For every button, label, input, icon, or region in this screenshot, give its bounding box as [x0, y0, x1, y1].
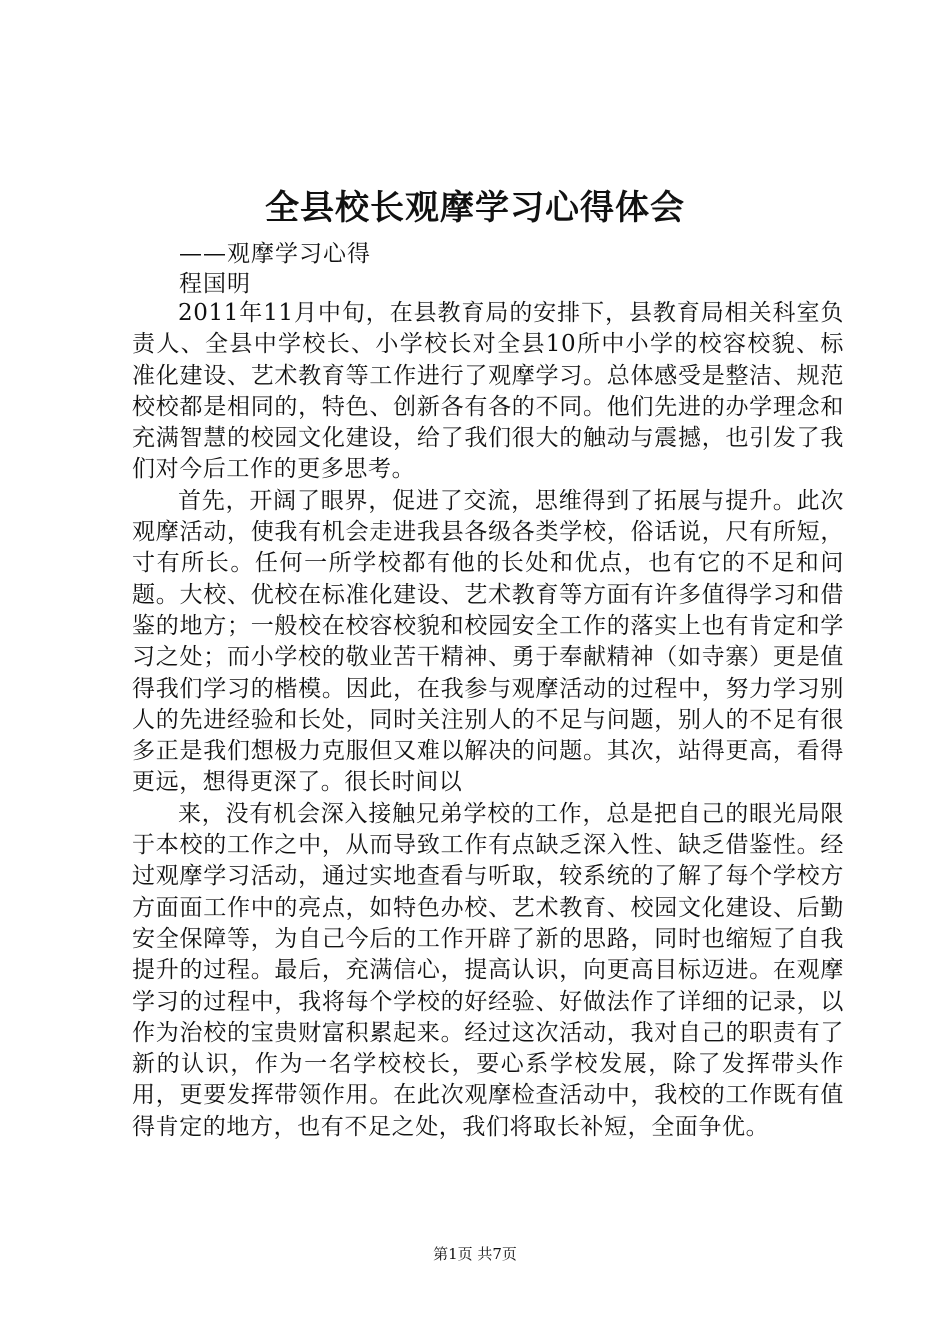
- document-subtitle: ——观摩学习心得: [179, 241, 371, 267]
- document-body: [132, 298, 844, 1143]
- document-author: 程国明: [179, 271, 251, 297]
- body-paragraph-3: 来，没有机会深入接触兄弟学校的工作，总是把自己的眼光局限于本校的工作之中，从而导致工作有点缺乏深入性、缺乏借鉴性。经过观摩学习活动，通过实地查看与听取，较系统的了解了每个学校方方面面工作中的亮点，如特色办校、艺术教育、校园文化建设、后勤安全保障等，为自己今后的工作开辟了新的思路，同时也缩短了自我提升的过程。最后，充满信心，提高认识，向更高目标迈进。在观摩学习的过程中，我将每个学校的好经验、好做法作了详细的记录，以作为治校的宝贵财富积累起来。经过这次活动，我对自己的职责有了新的认识，作为一名学校校长，要心系学校发展，除了发挥带头作用，更要发挥带领作用。在此次观摩检查活动中，我校的工作既有值得肯定的地方，也有不足之处，我们将取长补短，全面争优。: [132, 800, 844, 1140]
- body-paragraph-2: 首先，开阔了眼界，促进了交流，思维得到了拓展与提升。此次观摩活动，使我有机会走进我县各级各类学校，俗话说，尺有所短，寸有所长。任何一所学校都有他的长处和优点，也有它的不足和问题。大校、优校在标准化建设、艺术教育等方面有许多值得学习和借鉴的地方；一般校在校容校貌和校园安全工作的落实上也有肯定和学习之处；而小学校的敬业苦干精神、勇于奉献精神（如寺寨）更是值得我们学习的楷模。因此，在我参与观摩活动的过程中，努力学习别人的先进经验和长处，同时关注别人的不足与问题，别人的不足有很多正是我们想极力克服但又难以解决的问题。其次，站得更高，看得更远，想得更深了。很长时间以: [132, 487, 844, 796]
- page-indicator: 第1页 共7页: [433, 1245, 517, 1263]
- document-title: 全县校长观摩学习心得体会: [265, 188, 685, 228]
- body-paragraph-1: 2011年11月中旬，在县教育局的安排下，县教育局相关科室负责人、全县中学校长、小学校长对全县10所中小学的校容校貌、标准化建设、艺术教育等工作进行了观摩学习。总体感受是整洁、规范校校都是相同的，特色、创新各有各的不同。他们先进的办学理念和充满智慧的校园文化建设，给了我们很大的触动与震撼，也引发了我们对今后工作的更多思考。: [132, 300, 844, 483]
